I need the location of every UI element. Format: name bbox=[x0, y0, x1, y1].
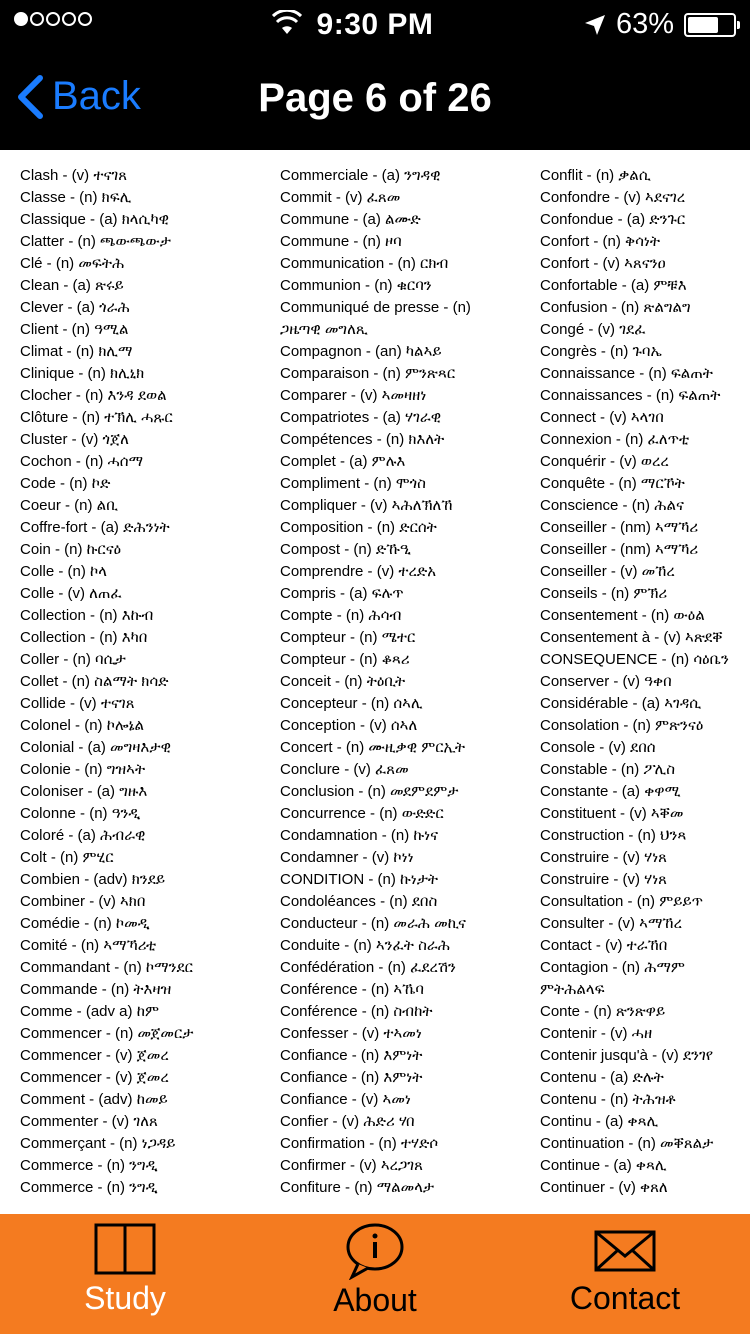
word-list bbox=[0, 150, 750, 1214]
book-icon bbox=[94, 1222, 156, 1278]
word-entry[interactable]: Comédie - (n) ኮመዲ bbox=[20, 915, 150, 932]
word-entry[interactable]: Commencer - (v) ጀመረ bbox=[20, 1047, 169, 1064]
word-entry[interactable]: Confortable - (a) ምቹእ bbox=[540, 277, 687, 294]
word-entry[interactable]: Clocher - (n) እንዳ ደወል bbox=[20, 387, 167, 404]
word-entry[interactable]: Connaissance - (n) ፍልጠት bbox=[540, 365, 713, 382]
word-entry[interactable]: Constante - (a) ቀዋሚ bbox=[540, 783, 681, 800]
word-entry[interactable]: Conférence - (n) ስብከት bbox=[280, 1003, 433, 1020]
word-entry[interactable]: Condoléances - (n) ደበስ bbox=[280, 893, 438, 910]
word-entry[interactable]: Classe - (n) ክፍሊ bbox=[20, 189, 132, 206]
word-entry[interactable]: Composition - (n) ድርሰት bbox=[280, 519, 437, 536]
word-entry[interactable]: Code - (n) ኮድ bbox=[20, 475, 111, 492]
word-entry[interactable]: Consulter - (v) ኣማኸረ bbox=[540, 915, 682, 932]
word-entry[interactable]: Commune - (a) ልሙድ bbox=[280, 211, 421, 228]
word-entry[interactable]: Connexion - (n) ፈለጥቲ bbox=[540, 431, 690, 448]
word-entry[interactable]: Confirmation - (n) ተሃድሶ bbox=[280, 1135, 439, 1152]
word-entry[interactable]: Comme - (adv a) ከም bbox=[20, 1003, 159, 1020]
word-entry[interactable]: Colle - (v) ለጠፈ bbox=[20, 585, 122, 602]
word-entry[interactable]: Confiance - (n) እምነት bbox=[280, 1069, 423, 1086]
word-entry[interactable]: Compteur - (n) ቆጻሪ bbox=[280, 651, 410, 668]
word-entry[interactable]: Commerçant - (n) ነጋዳይ bbox=[20, 1135, 176, 1152]
word-entry[interactable]: Construction - (n) ህንጻ bbox=[540, 827, 687, 844]
word-entry[interactable]: Compris - (a) ፍሉጥ bbox=[280, 585, 404, 602]
word-entry[interactable]: Connect - (v) ኣላገበ bbox=[540, 409, 664, 426]
status-time: 9:30 PM bbox=[316, 8, 434, 41]
word-column-2 bbox=[280, 165, 530, 1199]
word-entry[interactable]: Confiance - (v) ኣመነ bbox=[280, 1091, 411, 1108]
word-entry[interactable]: Continuation - (n) መቐጸልታ bbox=[540, 1135, 714, 1152]
word-entry[interactable]: Confédération - (n) ፈደረሽን bbox=[280, 959, 456, 976]
word-entry[interactable]: Compliquer - (v) ኣሕለኽለኸ bbox=[280, 497, 453, 514]
word-entry[interactable]: Commerce - (n) ንግዲ bbox=[20, 1179, 158, 1196]
word-entry[interactable]: Contact - (v) ተራኸበ bbox=[540, 937, 668, 954]
word-entry[interactable]: Confiture - (n) ማልመላታ bbox=[280, 1179, 435, 1196]
tab-study[interactable] bbox=[0, 1214, 250, 1334]
word-entry[interactable]: Coffre-fort - (a) ድሕንነት bbox=[20, 519, 170, 536]
battery-icon bbox=[684, 13, 736, 37]
word-entry[interactable]: Commenter - (v) ገለጸ bbox=[20, 1113, 158, 1130]
page-title: Page 6 of 26 bbox=[258, 76, 492, 120]
word-entry[interactable]: Confort - (v) ኣጸናንዐ bbox=[540, 255, 666, 272]
word-entry[interactable]: Clé - (n) መፍትሕ bbox=[20, 255, 125, 272]
word-entry[interactable]: ጋዜጣዊ መግለጺ bbox=[280, 321, 368, 338]
word-entry[interactable]: Colonial - (a) መግዛእታዊ bbox=[20, 739, 171, 756]
word-entry[interactable]: Contagion - (n) ሕማም bbox=[540, 959, 685, 976]
word-entry[interactable]: Compagnon - (an) ካልኣይ bbox=[280, 343, 442, 360]
word-entry[interactable]: Comment - (adv) ከመይ bbox=[20, 1091, 168, 1108]
word-entry[interactable]: Conduite - (n) ኣንፈት ስራሕ bbox=[280, 937, 450, 954]
word-entry[interactable]: Collide - (v) ተናገጸ bbox=[20, 695, 135, 712]
word-entry[interactable]: Commandant - (n) ኮማንደር bbox=[20, 959, 193, 976]
info-bubble-icon bbox=[344, 1222, 406, 1280]
word-entry[interactable]: Comprendre - (v) ተረድአ bbox=[280, 563, 437, 580]
word-entry[interactable]: Collet - (n) ስልማት ክሳድ bbox=[20, 673, 169, 690]
word-entry[interactable]: Coller - (n) ባሲታ bbox=[20, 651, 126, 668]
word-entry[interactable]: Continue - (a) ቀጻሊ bbox=[540, 1157, 667, 1174]
word-entry[interactable]: Constituent - (v) ኣቐመ bbox=[540, 805, 684, 822]
word-entry[interactable]: Confesser - (v) ተኣመነ bbox=[280, 1025, 422, 1042]
word-entry[interactable]: Conseils - (n) ምኽሪ bbox=[540, 585, 668, 602]
word-entry[interactable]: Compétences - (n) ክእለት bbox=[280, 431, 445, 448]
word-entry[interactable]: Contenu - (n) ትሕዝቶ bbox=[540, 1091, 676, 1108]
word-entry[interactable]: Concert - (n) ሙዚቃዊ ምርኢት bbox=[280, 739, 466, 756]
word-entry[interactable]: Confusion - (n) ጽልግልግ bbox=[540, 299, 691, 316]
word-entry[interactable]: Consentement à - (v) ኣጽደቐ bbox=[540, 629, 723, 646]
word-entry[interactable]: Compteur - (n) ሜተር bbox=[280, 629, 416, 646]
word-entry[interactable]: Colt - (n) ምሂር bbox=[20, 849, 114, 866]
word-entry[interactable]: Commerciale - (a) ንግዳዊ bbox=[280, 167, 441, 184]
status-bar bbox=[0, 0, 750, 50]
word-entry[interactable]: Commit - (v) ፈጸመ bbox=[280, 189, 401, 206]
word-entry[interactable]: Classique - (a) ክላሲካዊ bbox=[20, 211, 170, 228]
word-entry[interactable]: Clinique - (n) ክሊኒክ bbox=[20, 365, 145, 382]
word-entry[interactable]: Comparer - (v) ኣመዛዘነ bbox=[280, 387, 427, 404]
word-entry[interactable]: Coloré - (a) ሕብራዊ bbox=[20, 827, 146, 844]
word-entry[interactable]: Continu - (a) ቀጻሊ bbox=[540, 1113, 659, 1130]
word-entry[interactable]: Colonne - (n) ዓንዲ bbox=[20, 805, 141, 822]
word-entry[interactable]: Confondue - (a) ድንጉር bbox=[540, 211, 686, 228]
word-entry[interactable]: Contenir jusqu'à - (v) ደንገየ bbox=[540, 1047, 714, 1064]
word-entry[interactable]: Clôture - (n) ተኽሊ ሓጹር bbox=[20, 409, 173, 426]
word-entry[interactable]: Commencer - (n) መጀመርታ bbox=[20, 1025, 194, 1042]
word-entry[interactable]: Congrès - (n) ጉባኤ bbox=[540, 343, 662, 360]
word-entry[interactable]: Climat - (n) ክሊማ bbox=[20, 343, 133, 360]
word-entry[interactable]: Consultation - (n) ምይይጥ bbox=[540, 893, 704, 910]
word-entry[interactable]: CONSEQUENCE - (n) ሳዕቤን bbox=[540, 651, 729, 668]
word-entry[interactable]: Communication - (n) ርክብ bbox=[280, 255, 449, 272]
word-entry[interactable]: Consentement - (n) ውዕል bbox=[540, 607, 705, 624]
word-entry[interactable]: Commande - (n) ትእዛዝ bbox=[20, 981, 172, 998]
word-entry[interactable]: Conférence - (n) ኣኼባ bbox=[280, 981, 424, 998]
word-entry[interactable]: Combien - (adv) ክንደይ bbox=[20, 871, 166, 888]
word-entry[interactable]: Cluster - (v) ጎጀለ bbox=[20, 431, 129, 448]
word-entry[interactable]: Continuer - (v) ቀጸለ bbox=[540, 1179, 668, 1196]
word-entry[interactable]: Collection - (n) እካበ bbox=[20, 629, 148, 646]
word-entry[interactable]: Conserver - (v) ዓቀበ bbox=[540, 673, 672, 690]
word-entry[interactable]: Compatriotes - (a) ሃገራዊ bbox=[280, 409, 442, 426]
word-entry[interactable]: Conte - (n) ጽንጽዋይ bbox=[540, 1003, 666, 1020]
back-label: Back bbox=[52, 74, 141, 118]
word-entry[interactable]: Coin - (n) ኩርናዕ bbox=[20, 541, 122, 558]
word-entry[interactable]: Combiner - (v) ኣክበ bbox=[20, 893, 146, 910]
word-entry[interactable]: Conquérir - (v) ወረረ bbox=[540, 453, 669, 470]
word-entry[interactable]: Conseiller - (nm) ኣማኻሪ bbox=[540, 519, 699, 536]
word-entry[interactable]: Colle - (n) ኮላ bbox=[20, 563, 108, 580]
word-entry[interactable]: Colonel - (n) ኮሎኔል bbox=[20, 717, 145, 734]
word-entry[interactable]: Construire - (v) ሃነጸ bbox=[540, 849, 667, 866]
word-entry[interactable]: Confier - (v) ሕድሪ ሃበ bbox=[280, 1113, 415, 1130]
word-entry[interactable]: Conseiller - (nm) ኣማኻሪ bbox=[540, 541, 699, 558]
word-entry[interactable]: Contenu - (a) ድሉት bbox=[540, 1069, 664, 1086]
word-entry[interactable]: Condamnation - (n) ኩነና bbox=[280, 827, 439, 844]
word-entry[interactable]: Comparaison - (n) ምንጽጻር bbox=[280, 365, 456, 382]
word-entry[interactable]: Conception - (v) ሰኣለ bbox=[280, 717, 418, 734]
word-entry[interactable]: Confondre - (v) ኣደናገረ bbox=[540, 189, 686, 206]
word-entry[interactable]: Clash - (v) ተናገጸ bbox=[20, 167, 128, 184]
word-column-1 bbox=[20, 165, 270, 1199]
navigation-bar bbox=[0, 50, 750, 150]
word-entry[interactable]: Constable - (n) ፖሊስ bbox=[540, 761, 676, 778]
word-entry[interactable]: Considérable - (a) ኣገዳሲ bbox=[540, 695, 702, 712]
word-entry[interactable]: Conscience - (n) ሕልና bbox=[540, 497, 684, 514]
word-entry[interactable]: Compte - (n) ሕሳብ bbox=[280, 607, 402, 624]
word-entry[interactable]: Comité - (n) ኣማኻሪቲ bbox=[20, 937, 157, 954]
word-entry[interactable]: Concepteur - (n) ሰኣሊ bbox=[280, 695, 423, 712]
word-entry[interactable]: Clean - (a) ጽሩይ bbox=[20, 277, 124, 294]
word-entry[interactable]: Conducteur - (n) መራሕ መኪና bbox=[280, 915, 466, 932]
word-entry[interactable]: Commencer - (v) ጀመረ bbox=[20, 1069, 169, 1086]
word-entry[interactable]: Conceit - (n) ትዕቢት bbox=[280, 673, 406, 690]
battery-percentage: 63% bbox=[615, 8, 674, 40]
word-entry[interactable]: Complet - (a) ምሉእ bbox=[280, 453, 406, 470]
tab-study-label: Study bbox=[84, 1280, 166, 1316]
tab-contact[interactable] bbox=[500, 1214, 750, 1334]
word-entry[interactable]: CONDITION - (n) ኩነታት bbox=[280, 871, 439, 888]
word-entry[interactable]: Confiance - (n) እምነት bbox=[280, 1047, 423, 1064]
location-arrow-icon bbox=[584, 14, 606, 36]
word-entry[interactable]: Clatter - (n) ጫውጫውታ bbox=[20, 233, 171, 250]
word-entry[interactable]: Conseiller - (v) መኸረ bbox=[540, 563, 675, 580]
word-entry[interactable]: Coeur - (n) ልቢ bbox=[20, 497, 118, 514]
word-entry[interactable]: Contenir - (v) ሓዘ bbox=[540, 1025, 653, 1042]
word-entry[interactable]: Collection - (n) እኩብ bbox=[20, 607, 154, 624]
word-entry[interactable]: Condamner - (v) ኮነነ bbox=[280, 849, 414, 866]
word-entry[interactable]: Conclure - (v) ፈጸመ bbox=[280, 761, 409, 778]
word-entry[interactable]: Concurrence - (n) ውድድር bbox=[280, 805, 444, 822]
word-entry[interactable]: Commune - (n) ዞባ bbox=[280, 233, 402, 250]
word-entry[interactable]: Client - (n) ዓሚል bbox=[20, 321, 129, 338]
word-entry[interactable]: Communiqué de presse - (n) bbox=[280, 299, 471, 316]
word-entry[interactable]: Connaissances - (n) ፍልጠት bbox=[540, 387, 721, 404]
tab-about-label: About bbox=[333, 1282, 417, 1318]
word-entry[interactable]: Compliment - (n) ሞጎስ bbox=[280, 475, 426, 492]
word-entry[interactable]: Cochon - (n) ሓሰማ bbox=[20, 453, 144, 470]
tab-bar bbox=[0, 1214, 750, 1334]
word-entry[interactable]: Conquête - (n) ማርኾት bbox=[540, 475, 685, 492]
word-entry[interactable]: Confort - (n) ቅሳነት bbox=[540, 233, 660, 250]
word-entry[interactable]: Construire - (v) ሃነጸ bbox=[540, 871, 667, 888]
word-entry[interactable]: Colonie - (n) ግዝኣት bbox=[20, 761, 146, 778]
word-entry[interactable]: Consolation - (n) ምጽንናዕ bbox=[540, 717, 704, 734]
word-entry[interactable]: Communion - (n) ቁርባን bbox=[280, 277, 432, 294]
word-entry[interactable]: Clever - (a) ጎራሕ bbox=[20, 299, 130, 316]
word-entry[interactable]: Console - (v) ደበሰ bbox=[540, 739, 656, 756]
tab-about[interactable] bbox=[250, 1214, 500, 1334]
word-entry[interactable]: Commerce - (n) ንግዲ bbox=[20, 1157, 158, 1174]
tab-contact-label: Contact bbox=[569, 1280, 681, 1316]
word-entry[interactable]: ምትሕልላፍ bbox=[540, 981, 605, 998]
word-entry[interactable]: Congé - (v) ገደፈ bbox=[540, 321, 646, 338]
word-entry[interactable]: Coloniser - (a) ግዙእ bbox=[20, 783, 148, 800]
word-entry[interactable]: Compost - (n) ድኹዒ bbox=[280, 541, 411, 558]
word-entry[interactable]: Confirmer - (v) ኣረጋገጸ bbox=[280, 1157, 423, 1174]
word-entry[interactable]: Conflit - (n) ቃልሲ bbox=[540, 167, 651, 184]
word-column-3 bbox=[540, 165, 750, 1199]
envelope-icon bbox=[594, 1222, 656, 1278]
word-entry[interactable]: Conclusion - (n) መደምደምታ bbox=[280, 783, 459, 800]
